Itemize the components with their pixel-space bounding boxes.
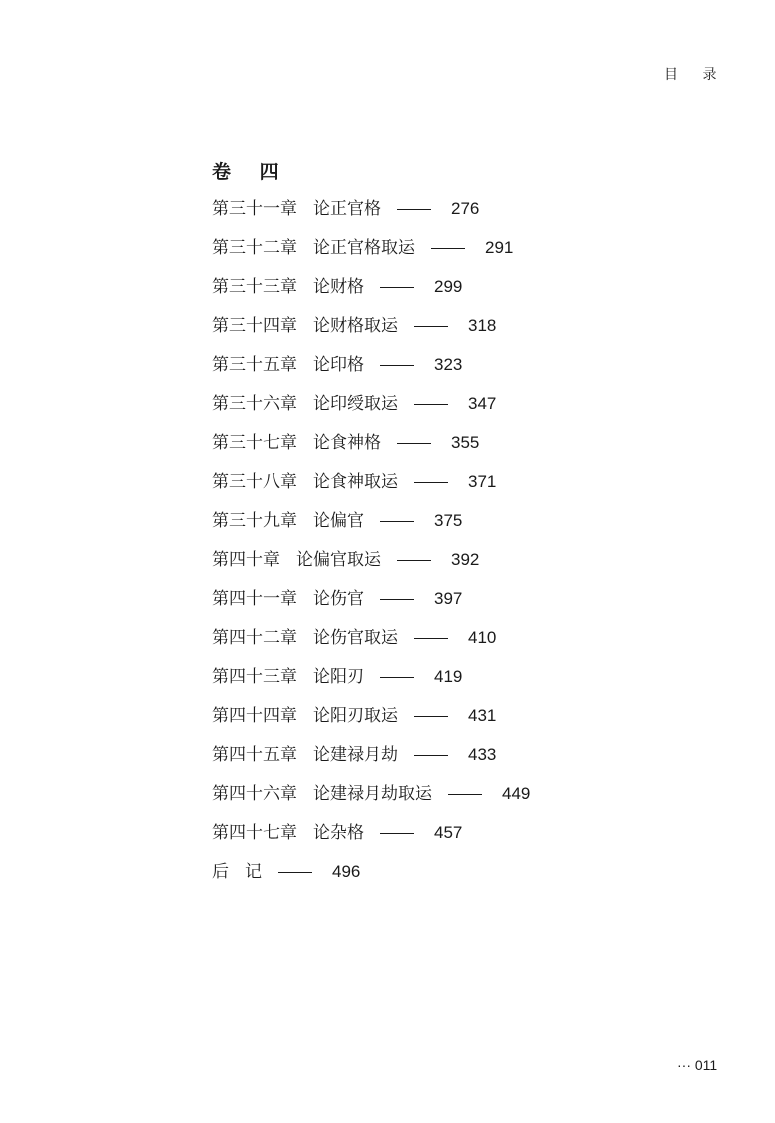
toc-entry[interactable] <box>212 703 530 742</box>
toc-chapter-number: 第四十章 <box>212 550 280 570</box>
toc-page-number: 355 <box>451 433 480 452</box>
toc-entry[interactable] <box>212 196 530 235</box>
table-of-contents <box>212 196 530 898</box>
toc-leader-dash <box>414 716 448 717</box>
running-head: 目 录 <box>664 67 727 83</box>
toc-leader-dash <box>414 326 448 327</box>
toc-page-number: 347 <box>468 394 497 413</box>
toc-chapter-number: 第四十二章 <box>212 628 297 648</box>
toc-leader-dash <box>414 638 448 639</box>
toc-chapter-number: 第三十五章 <box>212 355 297 375</box>
toc-chapter-number: 第三十一章 <box>212 199 297 219</box>
toc-entry[interactable] <box>212 430 530 469</box>
toc-leader-dash <box>380 677 414 678</box>
toc-chapter-number: 第三十九章 <box>212 511 297 531</box>
toc-entry[interactable] <box>212 664 530 703</box>
toc-leader-dash <box>278 872 312 873</box>
toc-entry[interactable] <box>212 391 530 430</box>
toc-entry[interactable] <box>212 235 530 274</box>
toc-chapter-title: 论阳刃 <box>313 667 364 687</box>
toc-chapter-title: 论正官格 <box>313 199 381 219</box>
toc-chapter-title: 论杂格 <box>313 823 364 843</box>
toc-chapter-number: 第三十六章 <box>212 394 297 414</box>
toc-leader-dash <box>414 755 448 756</box>
toc-chapter-number: 第三十四章 <box>212 316 297 336</box>
toc-page-number: 371 <box>468 472 497 491</box>
toc-leader-dash <box>431 248 465 249</box>
toc-page-number: 291 <box>485 238 514 257</box>
toc-entry[interactable] <box>212 625 530 664</box>
toc-chapter-number: 第四十四章 <box>212 706 297 726</box>
toc-chapter-title: 论伤官 <box>313 589 364 609</box>
toc-entry[interactable] <box>212 586 530 625</box>
toc-chapter-number: 第四十三章 <box>212 667 297 687</box>
toc-chapter-number: 第三十三章 <box>212 277 297 297</box>
toc-chapter-title: 论食神取运 <box>313 472 398 492</box>
toc-leader-dash <box>397 443 431 444</box>
toc-chapter-title: 论偏官取运 <box>296 550 381 570</box>
toc-chapter-number: 第四十五章 <box>212 745 297 765</box>
toc-page-number: 496 <box>332 862 361 881</box>
toc-entry[interactable] <box>212 547 530 586</box>
toc-chapter-title: 论财格 <box>313 277 364 297</box>
toc-chapter-number: 第四十一章 <box>212 589 297 609</box>
toc-page-number: 276 <box>451 199 480 218</box>
toc-chapter-title: 论正官格取运 <box>313 238 415 258</box>
toc-page-number: 323 <box>434 355 463 374</box>
toc-page-number: 397 <box>434 589 463 608</box>
page-number-footer: ··· 011 <box>677 1057 718 1073</box>
toc-chapter-number: 第三十七章 <box>212 433 297 453</box>
toc-entry[interactable] <box>212 508 530 547</box>
toc-leader-dash <box>448 794 482 795</box>
toc-entry[interactable] <box>212 352 530 391</box>
toc-chapter-number: 第三十二章 <box>212 238 297 258</box>
toc-chapter-number: 第四十七章 <box>212 823 297 843</box>
toc-leader-dash <box>380 287 414 288</box>
toc-afterword-label: 后记 <box>212 862 278 882</box>
volume-title: 卷 四 <box>212 161 290 183</box>
toc-leader-dash <box>380 365 414 366</box>
toc-chapter-number: 第四十六章 <box>212 784 297 804</box>
toc-entry[interactable] <box>212 742 530 781</box>
toc-leader-dash <box>380 599 414 600</box>
toc-leader-dash <box>414 482 448 483</box>
toc-leader-dash <box>414 404 448 405</box>
toc-chapter-title: 论财格取运 <box>313 316 398 336</box>
toc-entry[interactable] <box>212 820 530 859</box>
toc-page-number: 375 <box>434 511 463 530</box>
toc-leader-dash <box>397 209 431 210</box>
toc-leader-dash <box>380 521 414 522</box>
toc-chapter-title: 论偏官 <box>313 511 364 531</box>
toc-leader-dash <box>380 833 414 834</box>
toc-page-number: 449 <box>502 784 531 803</box>
toc-chapter-title: 论印绶取运 <box>313 394 398 414</box>
toc-page-number: 433 <box>468 745 497 764</box>
toc-page-number: 431 <box>468 706 497 725</box>
toc-entry[interactable] <box>212 274 530 313</box>
toc-page-number: 419 <box>434 667 463 686</box>
toc-entry[interactable] <box>212 313 530 352</box>
toc-page-number: 299 <box>434 277 463 296</box>
toc-entry[interactable] <box>212 781 530 820</box>
toc-page-number: 410 <box>468 628 497 647</box>
toc-chapter-number: 第三十八章 <box>212 472 297 492</box>
toc-entry-afterword[interactable] <box>212 859 530 898</box>
toc-chapter-title: 论食神格 <box>313 433 381 453</box>
toc-chapter-title: 论阳刃取运 <box>313 706 398 726</box>
toc-chapter-title: 论印格 <box>313 355 364 375</box>
toc-entry[interactable] <box>212 469 530 508</box>
toc-page-number: 392 <box>451 550 480 569</box>
toc-chapter-title: 论伤官取运 <box>313 628 398 648</box>
toc-chapter-title: 论建禄月劫 <box>313 745 398 765</box>
toc-page-number: 318 <box>468 316 497 335</box>
toc-chapter-title: 论建禄月劫取运 <box>313 784 432 804</box>
toc-page-number: 457 <box>434 823 463 842</box>
toc-leader-dash <box>397 560 431 561</box>
